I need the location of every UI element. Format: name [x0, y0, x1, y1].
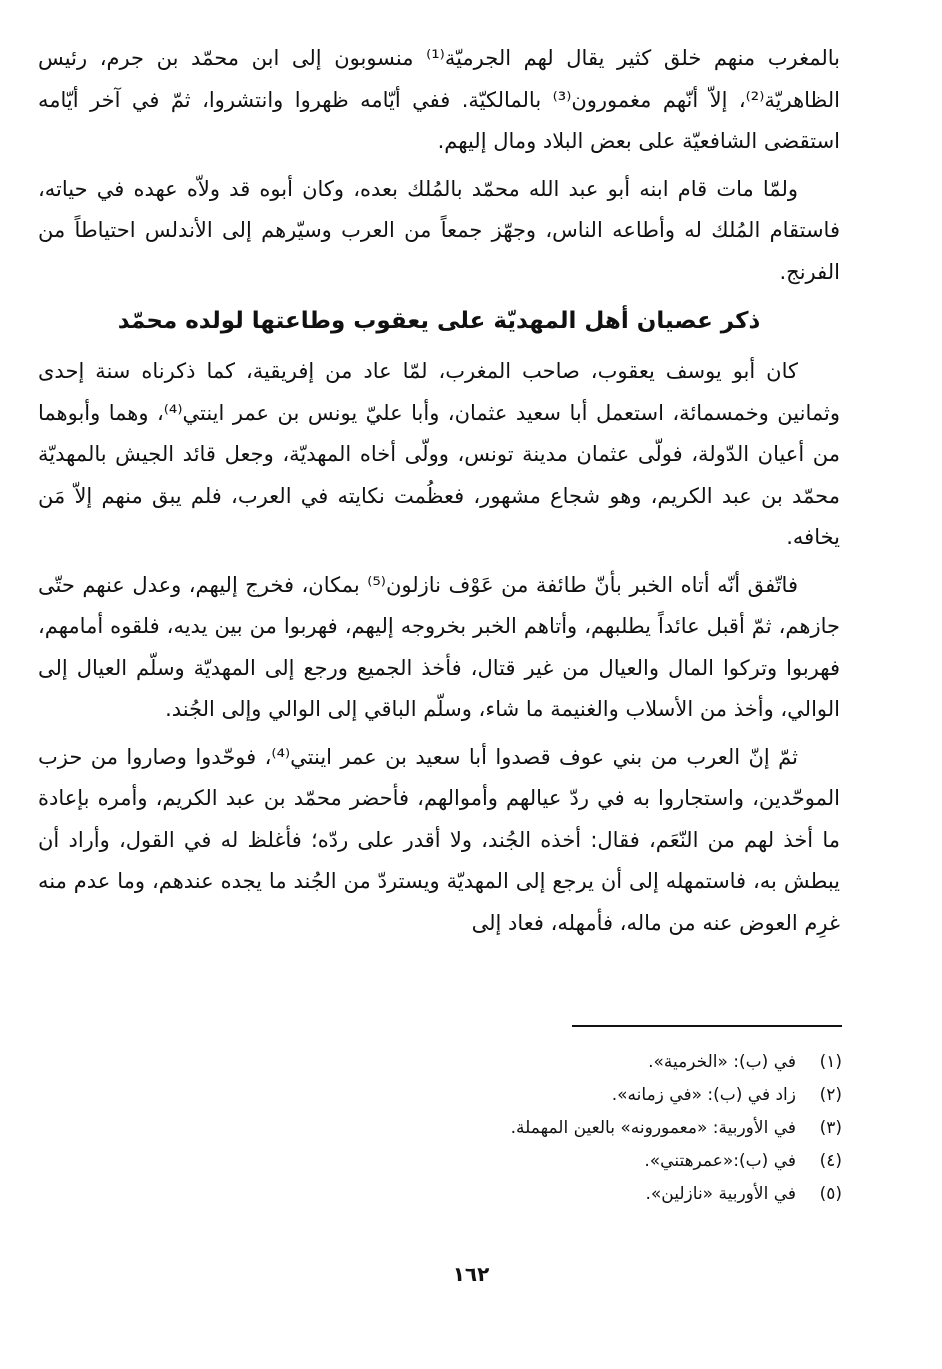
footnote-text: في (ب): «الخرمية».	[648, 1052, 796, 1072]
footnote-text: في الأوربية «نازلين».	[645, 1184, 796, 1204]
paragraph-1: بالمغرب منهم خلق كثير يقال لهم الجرميّة⁽¹⁾ منسوبون إلى ابن محمّد بن جرم، رئيس الظاهريّة⁽²⁾، إلاّ أنّهم مغمورون⁽³⁾ بالمالكيّة. ففي أيّامه ظهروا وانتشروا، ثمّ في آخر أيّامه استقضى الشافعيّة على بعض البلاد ومال إليهم.	[38, 46, 841, 153]
main-text	[38, 38, 840, 950]
footnote	[322, 1046, 842, 1079]
footnotes	[322, 1046, 842, 1211]
footnote-text: في (ب):«عمرهتني».	[644, 1151, 796, 1171]
section-heading: ذكر عصيان أهل المهديّة على يعقوب وطاعتها لولده محمّد	[117, 308, 761, 334]
footnote-divider	[572, 1025, 842, 1027]
footnote-number: (٢)	[819, 1085, 842, 1105]
footnote	[322, 1079, 842, 1112]
footnote	[322, 1145, 842, 1178]
footnote	[322, 1178, 842, 1211]
paragraph-2: ولمّا مات قام ابنه أبو عبد الله محمّد بالمُلك بعده، وكان أبوه قد ولاّه عهده في حياته، فاستقام المُلك له وأطاعه الناس، وجهّز جمعاً من العرب وسيّرهم إلى الأندلس احتياطاً من الفرنج.	[38, 176, 840, 284]
footnote-number: (٥)	[819, 1184, 842, 1204]
footnote-number: (٤)	[819, 1151, 842, 1171]
section-paragraph-2: فاتّفق أنّه أتاه الخبر بأنّ طائفة من عَوْف نازلون⁽⁵⁾ بمكان، فخرج إليهم، وعدل عنهم حتّى جازهم، ثمّ أقبل عائداً يطلبهم، وأتاهم الخبر بخروجه إليهم، فهربوا من بين يديه، فلقوه أمامهم، فهربوا وتركوا المال والعيال من غير قتال، فأخذ الجميع ورجع إلى المهديّة وسلّم العيال إلى الوالي، وأخذ من الأسلاب والغنيمة ما شاء، وسلّم الباقي إلى الوالي وإلى الجُند.	[38, 572, 840, 721]
footnote	[322, 1112, 842, 1145]
footnote-text: في الأوربية: «معمورونه» بالعين المهملة.	[510, 1118, 796, 1138]
footnote-number: (٣)	[819, 1118, 842, 1138]
page-number: ١٦٢	[452, 1262, 490, 1286]
footnote-text: زاد في (ب): «في زمانه».	[611, 1085, 796, 1105]
section-paragraph-1: كان أبو يوسف يعقوب، صاحب المغرب، لمّا عاد من إفريقية، كما ذكرناه سنة إحدى وثمانين وخمسمائة، استعمل أبا سعيد عثمان، وأبا عليّ يونس بن عمر اينتي⁽⁴⁾، وهما وأبوهما من أعيان الدّولة، فولّى عثمان مدينة تونس، وولّى أخاه المهديّة، وجعل قائد الجيش بالمهديّة محمّد بن عبد الكريم، وهو شجاع مشهور، فعظُمت نكايته في العرب، فلم يبق منهم إلاّ مَن يخافه.	[38, 359, 840, 549]
section-paragraph-3: ثمّ إنّ العرب من بني عوف قصدوا أبا سعيد بن عمر اينتي⁽⁴⁾، فوحّدوا وصاروا من حزب الموحّدين، واستجاروا به في ردّ عيالهم وأموالهم، فأحضر محمّد بن عبد الكريم، وأمره بإعادة ما أخذ لهم من النّعَم، فقال: أخذه الجُند، ولا أقدر على ردّه؛ فأغلظ له في القول، وأراد أن يبطش به، فاستمهله إلى أن يرجع إلى المهديّة ويستردّ من الجُند ما يجده عندهم، وما عدم منه غرِم العوض عنه من ماله، فأمهله، فعاد إلى	[38, 744, 840, 935]
footnote-number: (١)	[819, 1052, 842, 1072]
